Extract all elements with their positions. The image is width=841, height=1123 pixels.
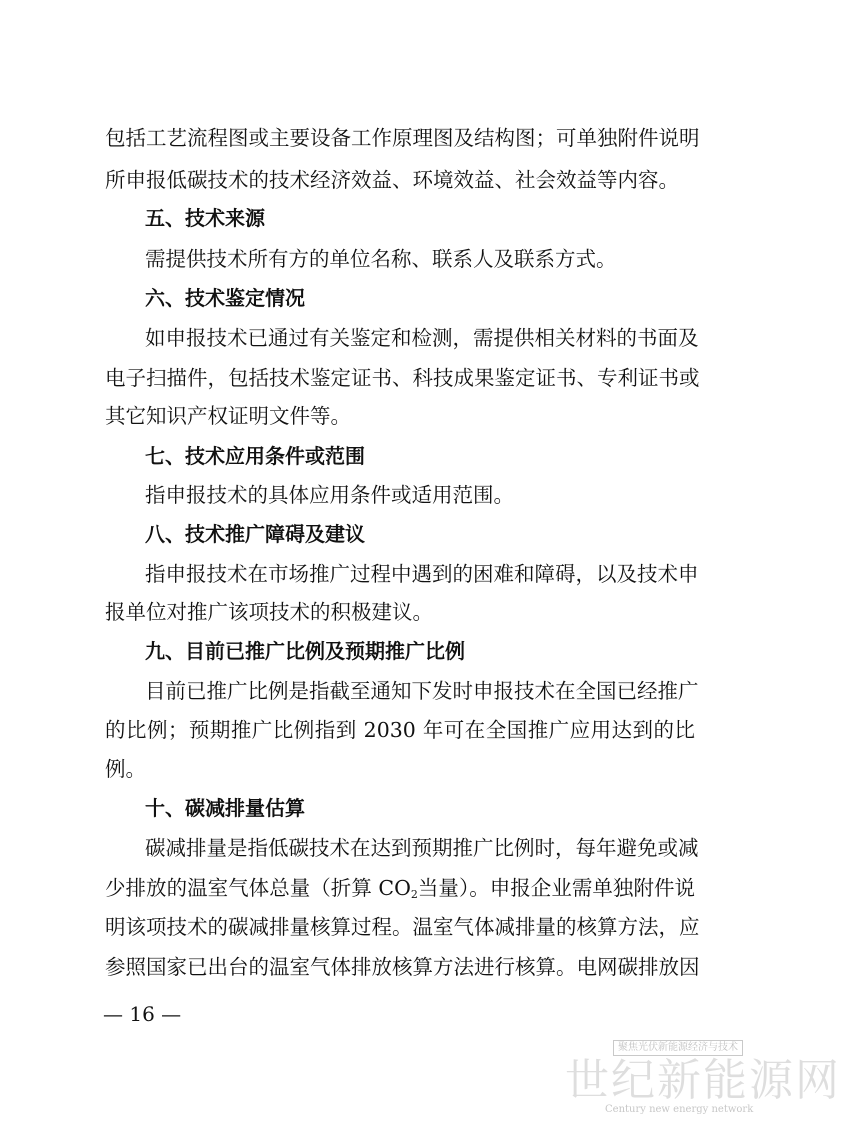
paragraph-line: 需提供技术所有方的单位名称、联系人及联系方式。 [145, 247, 617, 271]
paragraph-line: 所申报低碳技术的技术经济效益、环境效益、社会效益等内容。 [105, 168, 679, 192]
watermark-logo [565, 1040, 841, 1120]
watermark-subtitle: Century new energy network [605, 1104, 754, 1115]
section-heading-6: 六、技术鉴定情况 [145, 286, 305, 310]
paragraph-line: 其它知识产权证明文件等。 [105, 404, 351, 428]
text-segment: 少排放的温室气体总量（折算 CO [105, 876, 411, 900]
paragraph-line: 包括工艺流程图或主要设备工作原理图及结构图；可单独附件说明 [105, 126, 700, 150]
text-segment: 当量）。申报企业需单独附件说 [417, 876, 695, 900]
paragraph-line: 的比例；预期推广比例指到 2030 年可在全国推广应用达到的比 [105, 718, 695, 742]
paragraph-line: 例。 [105, 757, 146, 781]
watermark-title: 世纪新能源网 [565, 1055, 841, 1106]
watermark-tagline: 聚焦光伏新能源经济与技术 [613, 1040, 743, 1056]
subscript-2: 2 [410, 888, 418, 901]
section-heading-9: 九、目前已推广比例及预期推广比例 [145, 639, 465, 663]
paragraph-line: 指申报技术在市场推广过程中遇到的困难和障碍，以及技术申 [145, 562, 699, 586]
section-heading-5: 五、技术来源 [145, 206, 265, 230]
paragraph-line: 如申报技术已通过有关鉴定和检测，需提供相关材料的书面及 [145, 326, 699, 350]
paragraph-line: 电子扫描件，包括技术鉴定证书、科技成果鉴定证书、专利证书或 [105, 366, 700, 390]
paragraph-line [105, 874, 695, 902]
section-heading-7: 七、技术应用条件或范围 [145, 444, 365, 468]
paragraph-line: 指申报技术的具体应用条件或适用范围。 [145, 483, 514, 507]
section-heading-8: 八、技术推广障碍及建议 [145, 522, 365, 546]
section-heading-10: 十、碳减排量估算 [145, 796, 305, 820]
paragraph-line: 参照国家已出台的温室气体排放核算方法进行核算。电网碳排放因 [105, 955, 700, 979]
paragraph-line: 碳减排量是指低碳技术在达到预期推广比例时，每年避免或减 [145, 836, 699, 860]
paragraph-line: 报单位对推广该项技术的积极建议。 [105, 600, 433, 624]
paragraph-line: 明该项技术的碳减排量核算过程。温室气体减排量的核算方法，应 [105, 915, 700, 939]
page-number: — 16 — [103, 1002, 182, 1026]
paragraph-line: 目前已推广比例是指截至通知下发时申报技术在全国已经推广 [145, 679, 699, 703]
